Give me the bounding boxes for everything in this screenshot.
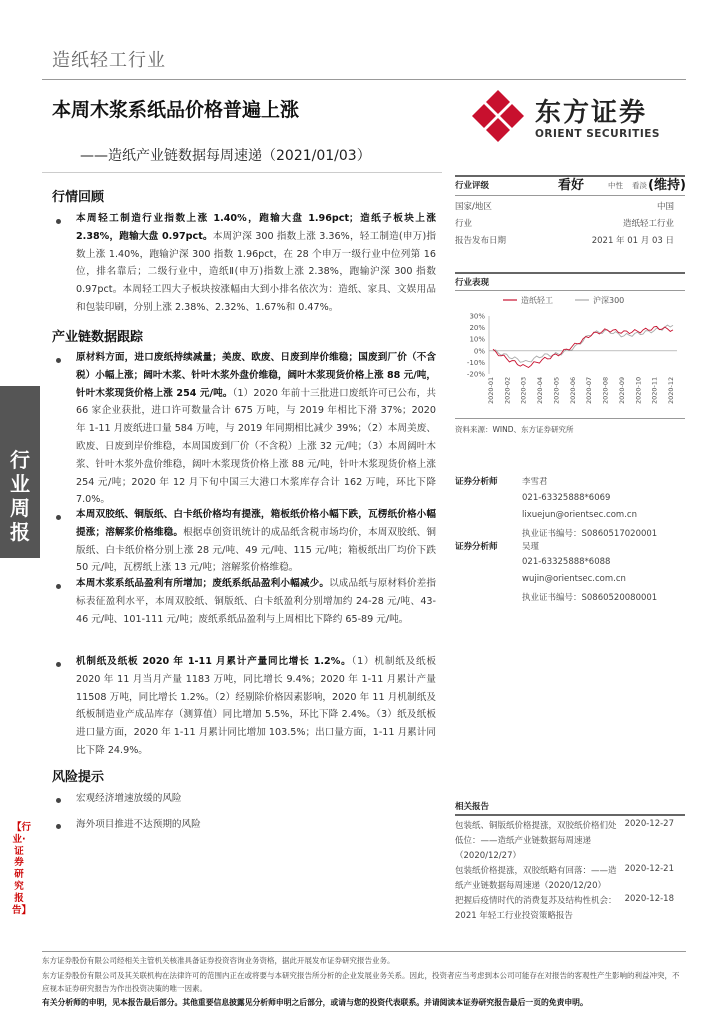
analyst-name-2: 吴瑾 xyxy=(522,542,540,552)
vertical-tag: 【行业·证券研究报告】 xyxy=(12,822,32,916)
meta-key-region: 国家/地区 xyxy=(455,202,492,212)
chain-highlight-2: 本周双胶纸、铜版纸、白卡纸价格均有提涨，箱板纸价格小幅下跌，瓦楞纸价格小幅提涨；溶解浆价格维稳。 xyxy=(76,509,436,538)
chain-paragraph-2 xyxy=(76,506,436,577)
logo-name-cn: 东方证券 xyxy=(535,98,648,128)
meta-key-date: 报告发布日期 xyxy=(455,236,507,246)
y-tick-label: -20% xyxy=(466,370,485,379)
analyst-cert-2: 执业证书编号：S0860520080001 xyxy=(522,593,658,603)
y-tick-label: 10% xyxy=(469,335,485,344)
related-item-3-date: 2020-12-18 xyxy=(624,894,674,904)
section-risk: 风险提示 xyxy=(52,770,105,785)
report-title: 本周木浆系纸品价格普遍上涨 xyxy=(52,99,300,121)
market-paragraph xyxy=(76,210,436,317)
chain-detail-4: （1）机制纸及纸板 2020 年 11 月当月产量 1183 万吨，同比增长 9.4%；2020 年 1-11 月累计产量 11508 万吨，同比增长 1.2%。（2）经剔除价格因素影响，2020 年 11 月机制纸及纸板制造业产成品库存（测算值）同比增加 5.5%，环比下降 2.4%。（3）纸及纸板进口量方面，2020 年 1-11 月累计同比增加 103.5%；出口量方面，1-11 月累计同比下降 24.9%。 xyxy=(76,656,436,756)
report-subtitle: ——造纸产业链数据每周速递（2021/01/03） xyxy=(80,148,371,164)
bullet-dot xyxy=(56,824,61,829)
related-item-1-date: 2020-12-27 xyxy=(624,819,674,829)
analyst-cert-1: 执业证书编号：S0860517020001 xyxy=(522,529,658,539)
related-item-2-line1[interactable]: 包装纸价格提涨，双胶纸略有回落：——造 xyxy=(455,866,617,876)
x-tick-label: 2020-09 xyxy=(617,376,626,404)
x-tick-label: 2020-10 xyxy=(634,376,643,404)
perf-rule xyxy=(455,290,685,291)
y-tick-label: 0% xyxy=(473,347,485,356)
series-line-csi300 xyxy=(493,325,673,362)
related-item-2-date: 2020-12-21 xyxy=(624,864,674,874)
risk-item-2: 海外项目推进不达预期的风险 xyxy=(76,819,201,830)
x-tick-label: 2020-07 xyxy=(585,376,594,404)
rating-neutral: 中性 xyxy=(608,181,623,190)
x-tick-label: 2020-11 xyxy=(650,376,659,404)
x-tick-label: 2020-02 xyxy=(503,376,512,404)
chain-highlight-3: 本周木浆系纸品盈利有所增加；废纸系纸品盈利小幅减少。 xyxy=(76,578,330,589)
footer-line-2: 东方证券股份有限公司及其关联机构在法律许可的范围内正在或将要与本研究报告所分析的企业发展业务关系。因此，投资者应当考虑到本公司可能存在对报告的客观性产生影响的利益冲突，不应视本证券研究报告为作出投资决策的唯一因素。 xyxy=(42,971,680,993)
analyst-role-1: 证券分析师 xyxy=(455,477,498,487)
bullet-dot xyxy=(56,662,61,667)
bullet-dot xyxy=(56,515,61,520)
y-tick-label: 20% xyxy=(469,324,485,333)
chain-highlight-1: 原材料方面，进口废纸持续减量；美废、欧废、日废到岸价维稳；国废到厂价（不含税）小幅上涨；阔叶木浆、针叶木浆外盘价维稳，阔叶木浆现货价格上涨 88 元/吨，针叶木浆现货价格上涨 254 元/吨。 xyxy=(76,352,436,399)
chain-paragraph-4 xyxy=(76,653,436,760)
related-item-3-line1[interactable]: 把握后疫情时代的消费复苏及结构性机会： xyxy=(455,896,617,906)
legend-label-1: 造纸轻工 xyxy=(521,296,553,305)
related-title: 相关报告 xyxy=(455,802,490,812)
bullet-dot xyxy=(56,798,61,803)
market-detail: 本周沪深 300 指数上涨 3.36%，轻工制造(申万)指数上涨 1.40%，跑输沪深 300 指数 1.96pct，在 28 个申万一级行业中位列第 16 位，排名靠后；二级行业中，造纸Ⅱ(申万)指数上涨 2.38%，跑输沪深 300 指数 0.97pct。本周轻工四大子板块按涨幅由大到小排名依次为：造纸、家具、文娱用品和包装印刷，分别上涨 2.38%、2.32%、1.67%和 0.47%。 xyxy=(76,230,436,313)
section-market: 行情回顾 xyxy=(52,190,105,205)
perf-top-rule xyxy=(455,272,685,274)
logo-name-en: ORIENT SECURITIES xyxy=(535,128,660,140)
section-chain: 产业链数据跟踪 xyxy=(52,330,144,345)
performance-chart xyxy=(455,292,685,412)
bullet-dot xyxy=(56,584,61,589)
perf-title: 行业表现 xyxy=(455,278,490,288)
rating-negative: 看淡 xyxy=(632,181,647,190)
bullet-dot xyxy=(56,358,61,363)
footer-line-1: 东方证券股份有限公司经相关主管机关核准具备证券投资咨询业务资格，据此开展发布证券研究报告业务。 xyxy=(42,956,395,965)
analyst-email-1[interactable]: lixuejun@orientsec.com.cn xyxy=(522,510,637,520)
x-tick-label: 2020-08 xyxy=(601,376,610,404)
related-rule xyxy=(455,814,685,816)
orient-logo-icon xyxy=(470,88,526,144)
analyst-name-1: 李雪君 xyxy=(522,477,548,487)
x-tick-label: 2020-03 xyxy=(519,376,528,404)
x-tick-label: 2020-05 xyxy=(552,376,561,404)
y-tick-label: 30% xyxy=(469,312,485,321)
meta-val-region: 中国 xyxy=(656,202,674,212)
x-tick-label: 2020-01 xyxy=(487,376,495,404)
title-divider xyxy=(42,172,442,173)
chain-paragraph-1 xyxy=(76,349,436,509)
source-rule xyxy=(455,418,685,419)
x-tick-label: 2020-06 xyxy=(568,376,577,404)
rating-keep: (维持) xyxy=(648,178,686,193)
analyst-phone-1: 021-63325888*6069 xyxy=(522,493,611,503)
related-item-1-line1[interactable]: 包装纸、铜版纸价格提涨，双胶纸价格们处 xyxy=(455,821,617,831)
chain-detail-1: （1）2020 年前十三批进口废纸许可已公布，共 66 家企业获批，进口许可数量合计 675 万吨，与 2019 年相比下滑 37%；2020 年 1-11 月废纸进口量 584 万吨，与 2019 年同期相比减少 39%；（2）本周美废、欧废、日废到岸价维稳，本周国废到厂价（不含税）上涨 32 元/吨；（3）本周阔叶木浆、针叶木浆外盘价维稳，阔叶木浆现货价格上涨 88 元/吨，针叶木浆现货价格上涨 254 元/吨；2020 年 12 月下旬中国三大港口木浆库存合计 162 万吨，环比下降 7.0%。 xyxy=(76,387,436,506)
analyst-role-2: 证券分析师 xyxy=(455,542,498,552)
related-item-1-line3[interactable]: （2020/12/27） xyxy=(455,851,521,861)
sidebar-label: 行业周报 xyxy=(10,448,30,544)
related-item-1-line2[interactable]: 低位：——造纸产业链数据每周速递 xyxy=(455,836,592,846)
x-tick-label: 2020-04 xyxy=(536,376,545,404)
related-item-2-line2[interactable]: 纸产业链数据每周速递（2020/12/20） xyxy=(455,881,606,891)
meta-val-industry: 造纸轻工行业 xyxy=(622,219,674,229)
analyst-phone-2: 021-63325888*6088 xyxy=(522,557,611,567)
rating-main: 看好 xyxy=(558,178,585,193)
chain-paragraph-3 xyxy=(76,575,436,628)
x-tick-label: 2020-12 xyxy=(667,376,675,404)
risk-item-1: 宏观经济增速放缓的风险 xyxy=(76,793,182,804)
legend-label-2: 沪深300 xyxy=(593,296,625,305)
rating-label: 行业评级 xyxy=(455,181,490,191)
rating-rule xyxy=(455,195,685,196)
chain-detail-3: 以成品纸与原材料价差指标表征盈利水平，本周双胶纸、铜版纸、白卡纸盈利分别增加约 24-28 元/吨、43-46 元/吨、101-111 元/吨；废纸系纸品盈利与上周相比下降约 65-89 元/吨。 xyxy=(76,578,437,625)
chain-detail-2: 根据卓创资讯统计的成品纸含税市场均价，本周双胶纸、铜版纸、白卡纸价格分别上涨 28 元/吨、49 元/吨、115 元/吨；箱板纸出厂均价下跌 50 元/吨，瓦楞纸上涨 13 元/吨；溶解浆价格维稳。 xyxy=(76,526,437,574)
related-item-3-line2[interactable]: 2021 年轻工行业投资策略报告 xyxy=(455,911,573,921)
analyst-email-2[interactable]: wujin@orientsec.com.cn xyxy=(522,574,626,584)
bullet-dot xyxy=(56,219,61,224)
market-highlight: 本周轻工制造行业指数上涨 1.40%，跑输大盘 1.96pct；造纸子板块上涨 2.38%，跑输大盘 0.97pct。 xyxy=(76,213,436,242)
chain-highlight-4: 机制纸及纸板 2020 年 1-11 月累计产量同比增长 1.2%。 xyxy=(76,656,352,667)
footer-rule xyxy=(42,951,686,952)
chart-source: 资料来源：WIND、东方证券研究所 xyxy=(455,425,574,434)
footer-line-3: 有关分析师的申明，见本报告最后部分。其他重要信息披露见分析师申明之后部分，或请与您的投资代表联系。并请阅读本证券研究报告最后一页的免责申明。 xyxy=(42,998,588,1007)
sector-title: 造纸轻工行业 xyxy=(52,50,166,71)
meta-val-date: 2021 年 01 月 03 日 xyxy=(591,236,674,246)
y-tick-label: -10% xyxy=(466,358,485,367)
meta-key-industry: 行业 xyxy=(455,219,473,229)
header-divider xyxy=(42,79,686,80)
